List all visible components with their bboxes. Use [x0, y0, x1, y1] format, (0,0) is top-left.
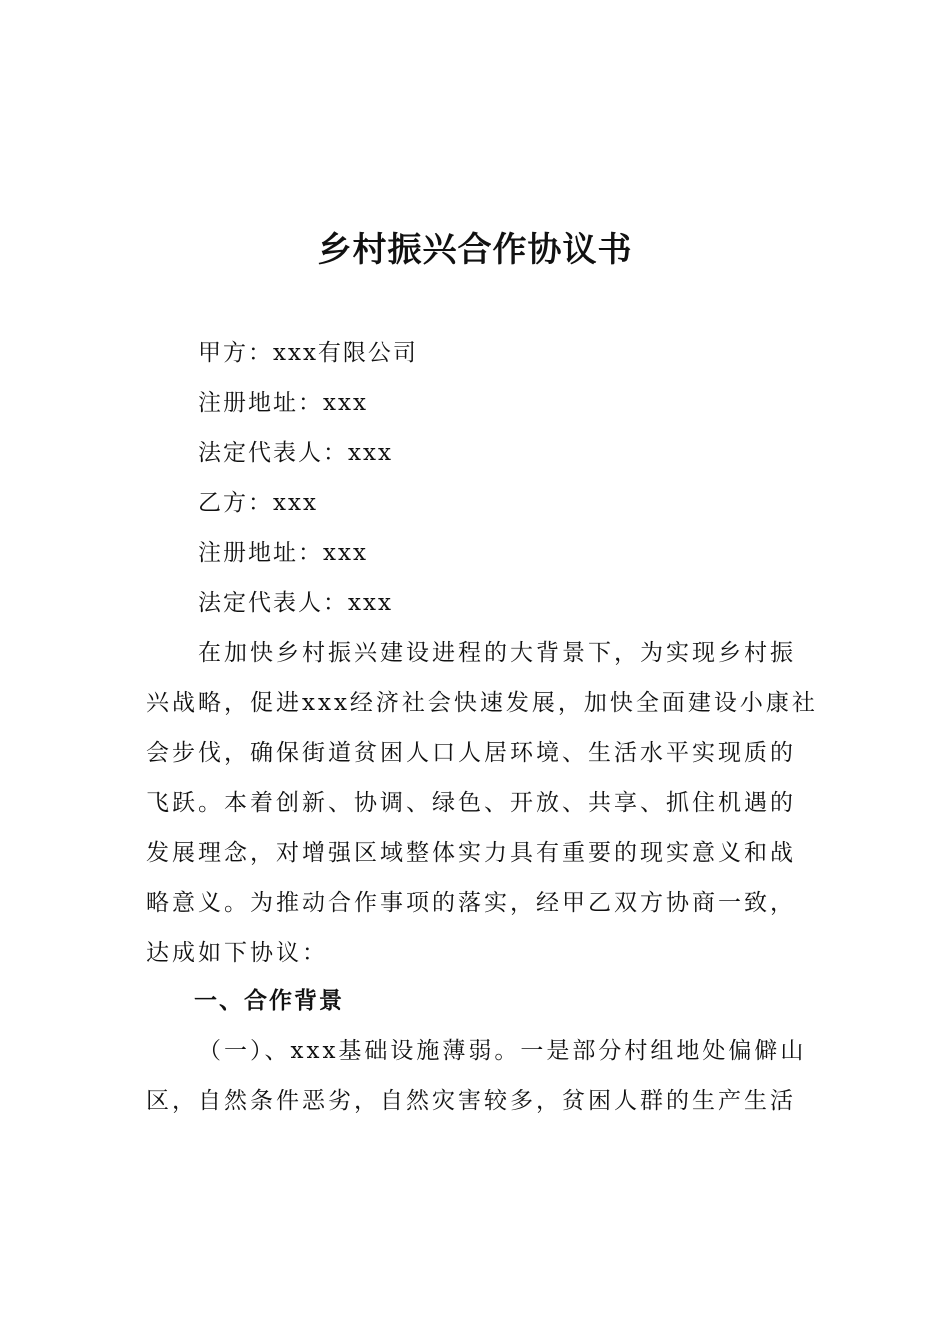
party-info-block — [198, 328, 818, 628]
section-line: （一）、xxx基础设施薄弱。一是部分村组地处偏僻山 — [198, 1038, 807, 1064]
intro-line: 略意义。为推动合作事项的落实，经甲乙双方协商一致， — [146, 890, 796, 916]
party-b-representative: 法定代表人：xxx — [198, 590, 393, 616]
party-b-name: 乙方：xxx — [198, 490, 318, 516]
intro-line: 兴战略，促进xxx经济社会快速发展，加快全面建设小康社 — [146, 690, 818, 716]
section-line: 区，自然条件恶劣，自然灾害较多，贫困人群的生产生活 — [146, 1088, 796, 1114]
party-a-representative: 法定代表人：xxx — [198, 440, 393, 466]
section-heading-background: 一、合作背景 — [194, 988, 344, 1014]
intro-line: 达成如下协议： — [146, 940, 328, 966]
intro-line: 会步伐，确保街道贫困人口人居环境、生活水平实现质的 — [146, 740, 796, 766]
document-title: 乡村振兴合作协议书 — [317, 230, 633, 270]
party-a-address: 注册地址：xxx — [198, 390, 368, 416]
intro-line: 发展理念，对增强区域整体实力具有重要的现实意义和战 — [146, 840, 796, 866]
intro-paragraph — [146, 628, 816, 978]
party-b-address: 注册地址：xxx — [198, 540, 368, 566]
intro-line: 在加快乡村振兴建设进程的大背景下，为实现乡村振 — [198, 640, 796, 666]
section-background-body — [146, 1026, 816, 1126]
party-a-name: 甲方：xxx有限公司 — [198, 340, 418, 366]
intro-line: 飞跃。本着创新、协调、绿色、开放、共享、抓住机遇的 — [146, 790, 796, 816]
